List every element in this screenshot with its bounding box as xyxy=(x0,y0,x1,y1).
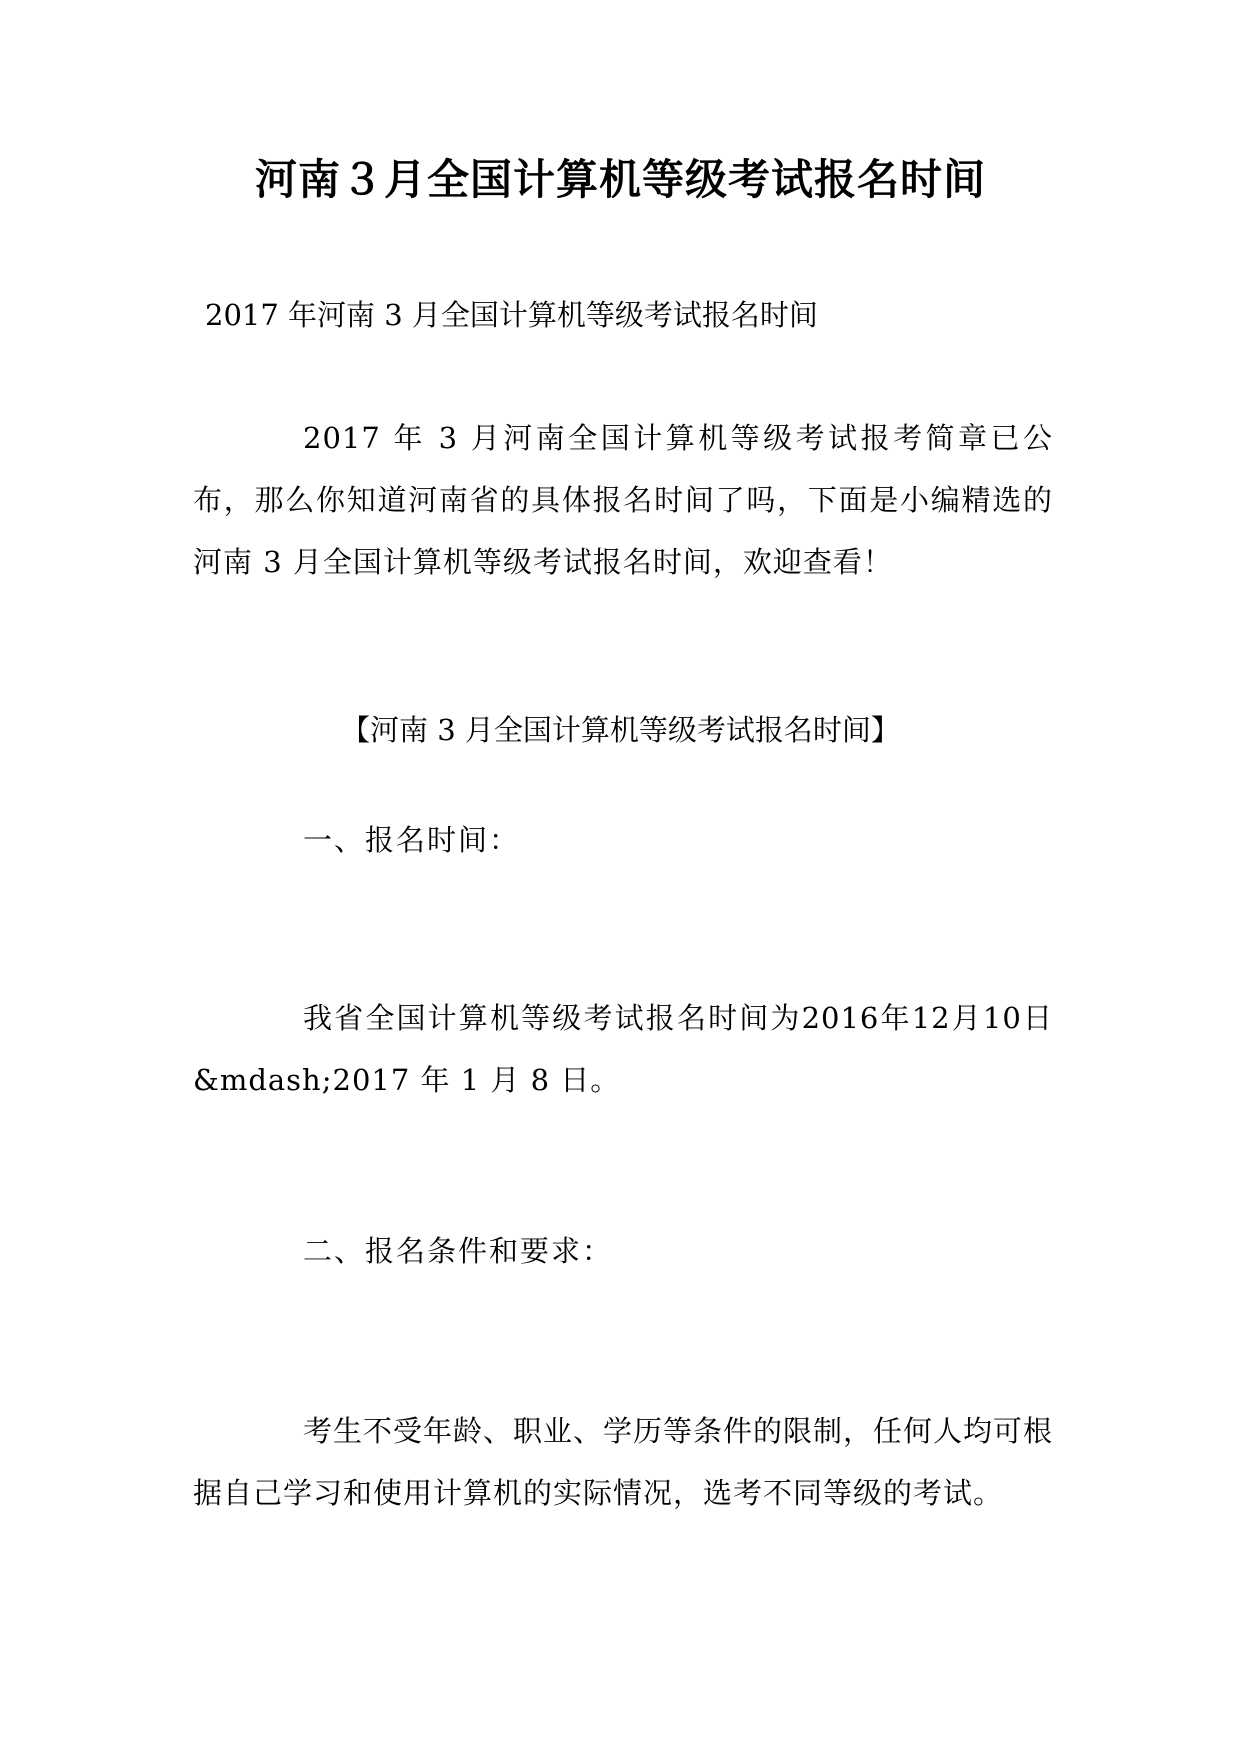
registration-time-paragraph: 我省全国计算机等级考试报名时间为2016年12月10日&mdash;2017 年 1 月 8 日。 xyxy=(193,1001,1053,1097)
intro-paragraph: 2017 年 3 月河南全国计算机等级考试报考简章已公布，那么你知道河南省的具体报名时间了吗，下面是小编精选的河南 3 月全国计算机等级考试报名时间，欢迎查看！ xyxy=(193,421,1053,579)
bracket-heading: 【河南 3 月全国计算机等级考试报名时间】 xyxy=(341,713,900,747)
document-title: 河南３月全国计算机等级考试报名时间 xyxy=(254,155,986,204)
section-heading-registration-time: 一、报名时间： xyxy=(303,823,521,857)
document-subtitle: 2017 年河南 3 月全国计算机等级考试报名时间 xyxy=(205,298,818,332)
section-heading-requirements: 二、报名条件和要求： xyxy=(303,1234,614,1268)
requirements-paragraph: 考生不受年龄、职业、学历等条件的限制，任何人均可根据自己学习和使用计算机的实际情况，选考不同等级的考试。 xyxy=(193,1414,1054,1510)
